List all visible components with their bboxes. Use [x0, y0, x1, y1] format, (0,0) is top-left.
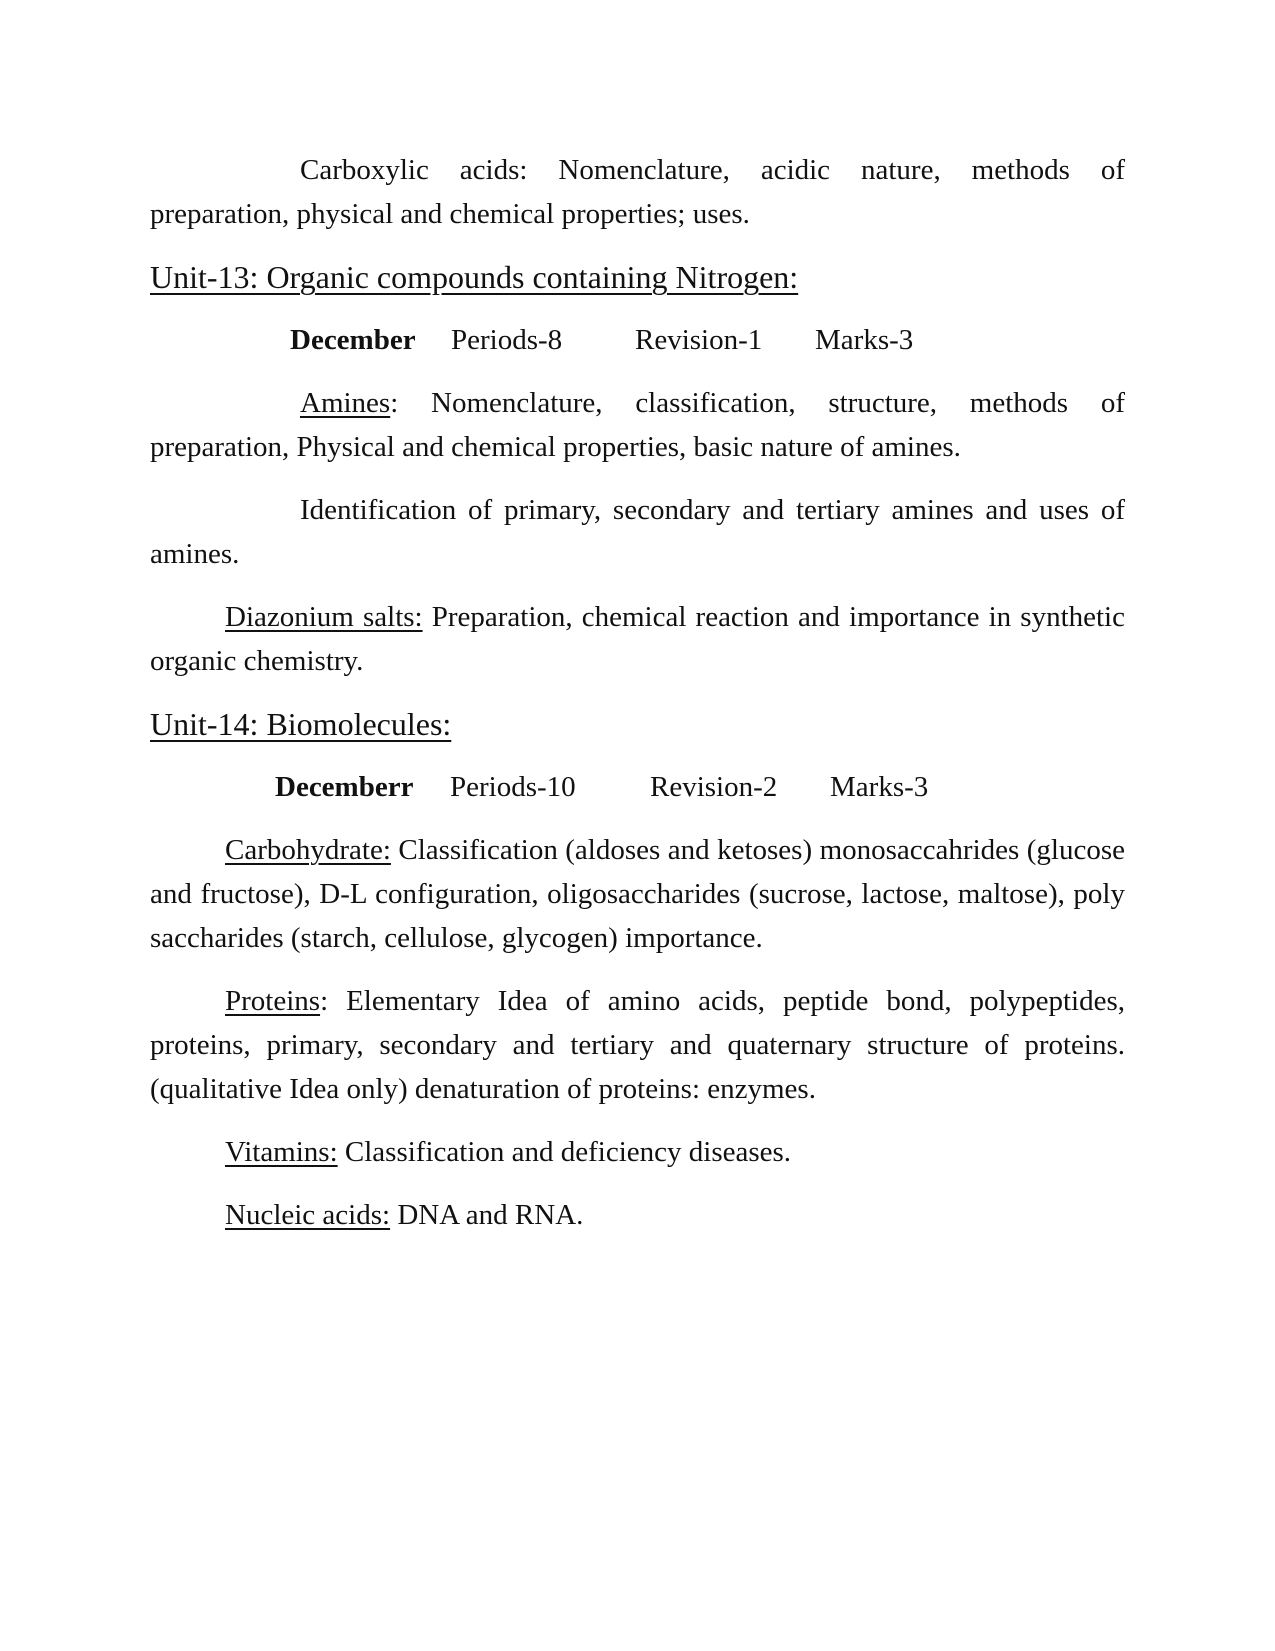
nucleic-acids-paragraph: Nucleic acids: DNA and RNA.	[225, 1199, 584, 1231]
unit-13-schedule	[150, 318, 1125, 362]
unit-14-heading: Unit-14: Biomolecules:	[150, 706, 452, 742]
vitamins-term: Vitamins:	[225, 1136, 338, 1168]
schedule-marks: Marks-3	[830, 771, 929, 803]
amines-paragraph: Amines: Nomenclature, classification, structure, methods of preparation, Physical and chemical properties, basic nature of amines.	[150, 387, 1125, 463]
schedule-marks: Marks-3	[815, 324, 914, 356]
unit-13-heading: Unit-13: Organic compounds containing Nitrogen:	[150, 259, 799, 295]
proteins-term: Proteins	[225, 985, 321, 1017]
schedule-periods: Periods-8	[451, 324, 563, 356]
nucleic-acids-term: Nucleic acids:	[225, 1199, 391, 1231]
document-page	[150, 148, 1125, 1256]
schedule-month: December	[290, 324, 416, 356]
schedule-month: Decemberr	[275, 771, 414, 803]
proteins-paragraph: Proteins: Elementary Idea of amino acids, peptide bond, polypeptides, proteins, primary, secondary and tertiary and quaternary structure of proteins. (qualitative Idea only) denaturation of proteins: enzymes.	[150, 985, 1125, 1105]
vitamins-paragraph: Vitamins: Classification and deficiency diseases.	[225, 1136, 792, 1168]
amines-term: Amines	[300, 387, 391, 419]
amines-identification-paragraph: Identification of primary, secondary and tertiary amines and uses of amines.	[150, 494, 1125, 570]
schedule-periods: Periods-10	[450, 771, 576, 803]
carboxylic-acids-paragraph: Carboxylic acids: Nomenclature, acidic nature, methods of preparation, physical and chemical properties; uses.	[150, 154, 1125, 230]
diazonium-salts-paragraph: Diazonium salts: Preparation, chemical reaction and importance in synthetic organic chemistry.	[150, 601, 1125, 677]
schedule-revision: Revision-2	[650, 771, 778, 803]
carbohydrate-paragraph: Carbohydrate: Classification (aldoses and ketoses) monosaccahrides (glucose and fructose), D-L configuration, oligosaccharides (sucrose, lactose, maltose), poly saccharides (starch, cellulose, glycogen) importance.	[150, 834, 1125, 954]
unit-14-schedule	[150, 765, 1125, 809]
schedule-revision: Revision-1	[635, 324, 763, 356]
diazonium-term: Diazonium salts:	[225, 601, 423, 633]
carbohydrate-term: Carbohydrate:	[225, 834, 391, 866]
